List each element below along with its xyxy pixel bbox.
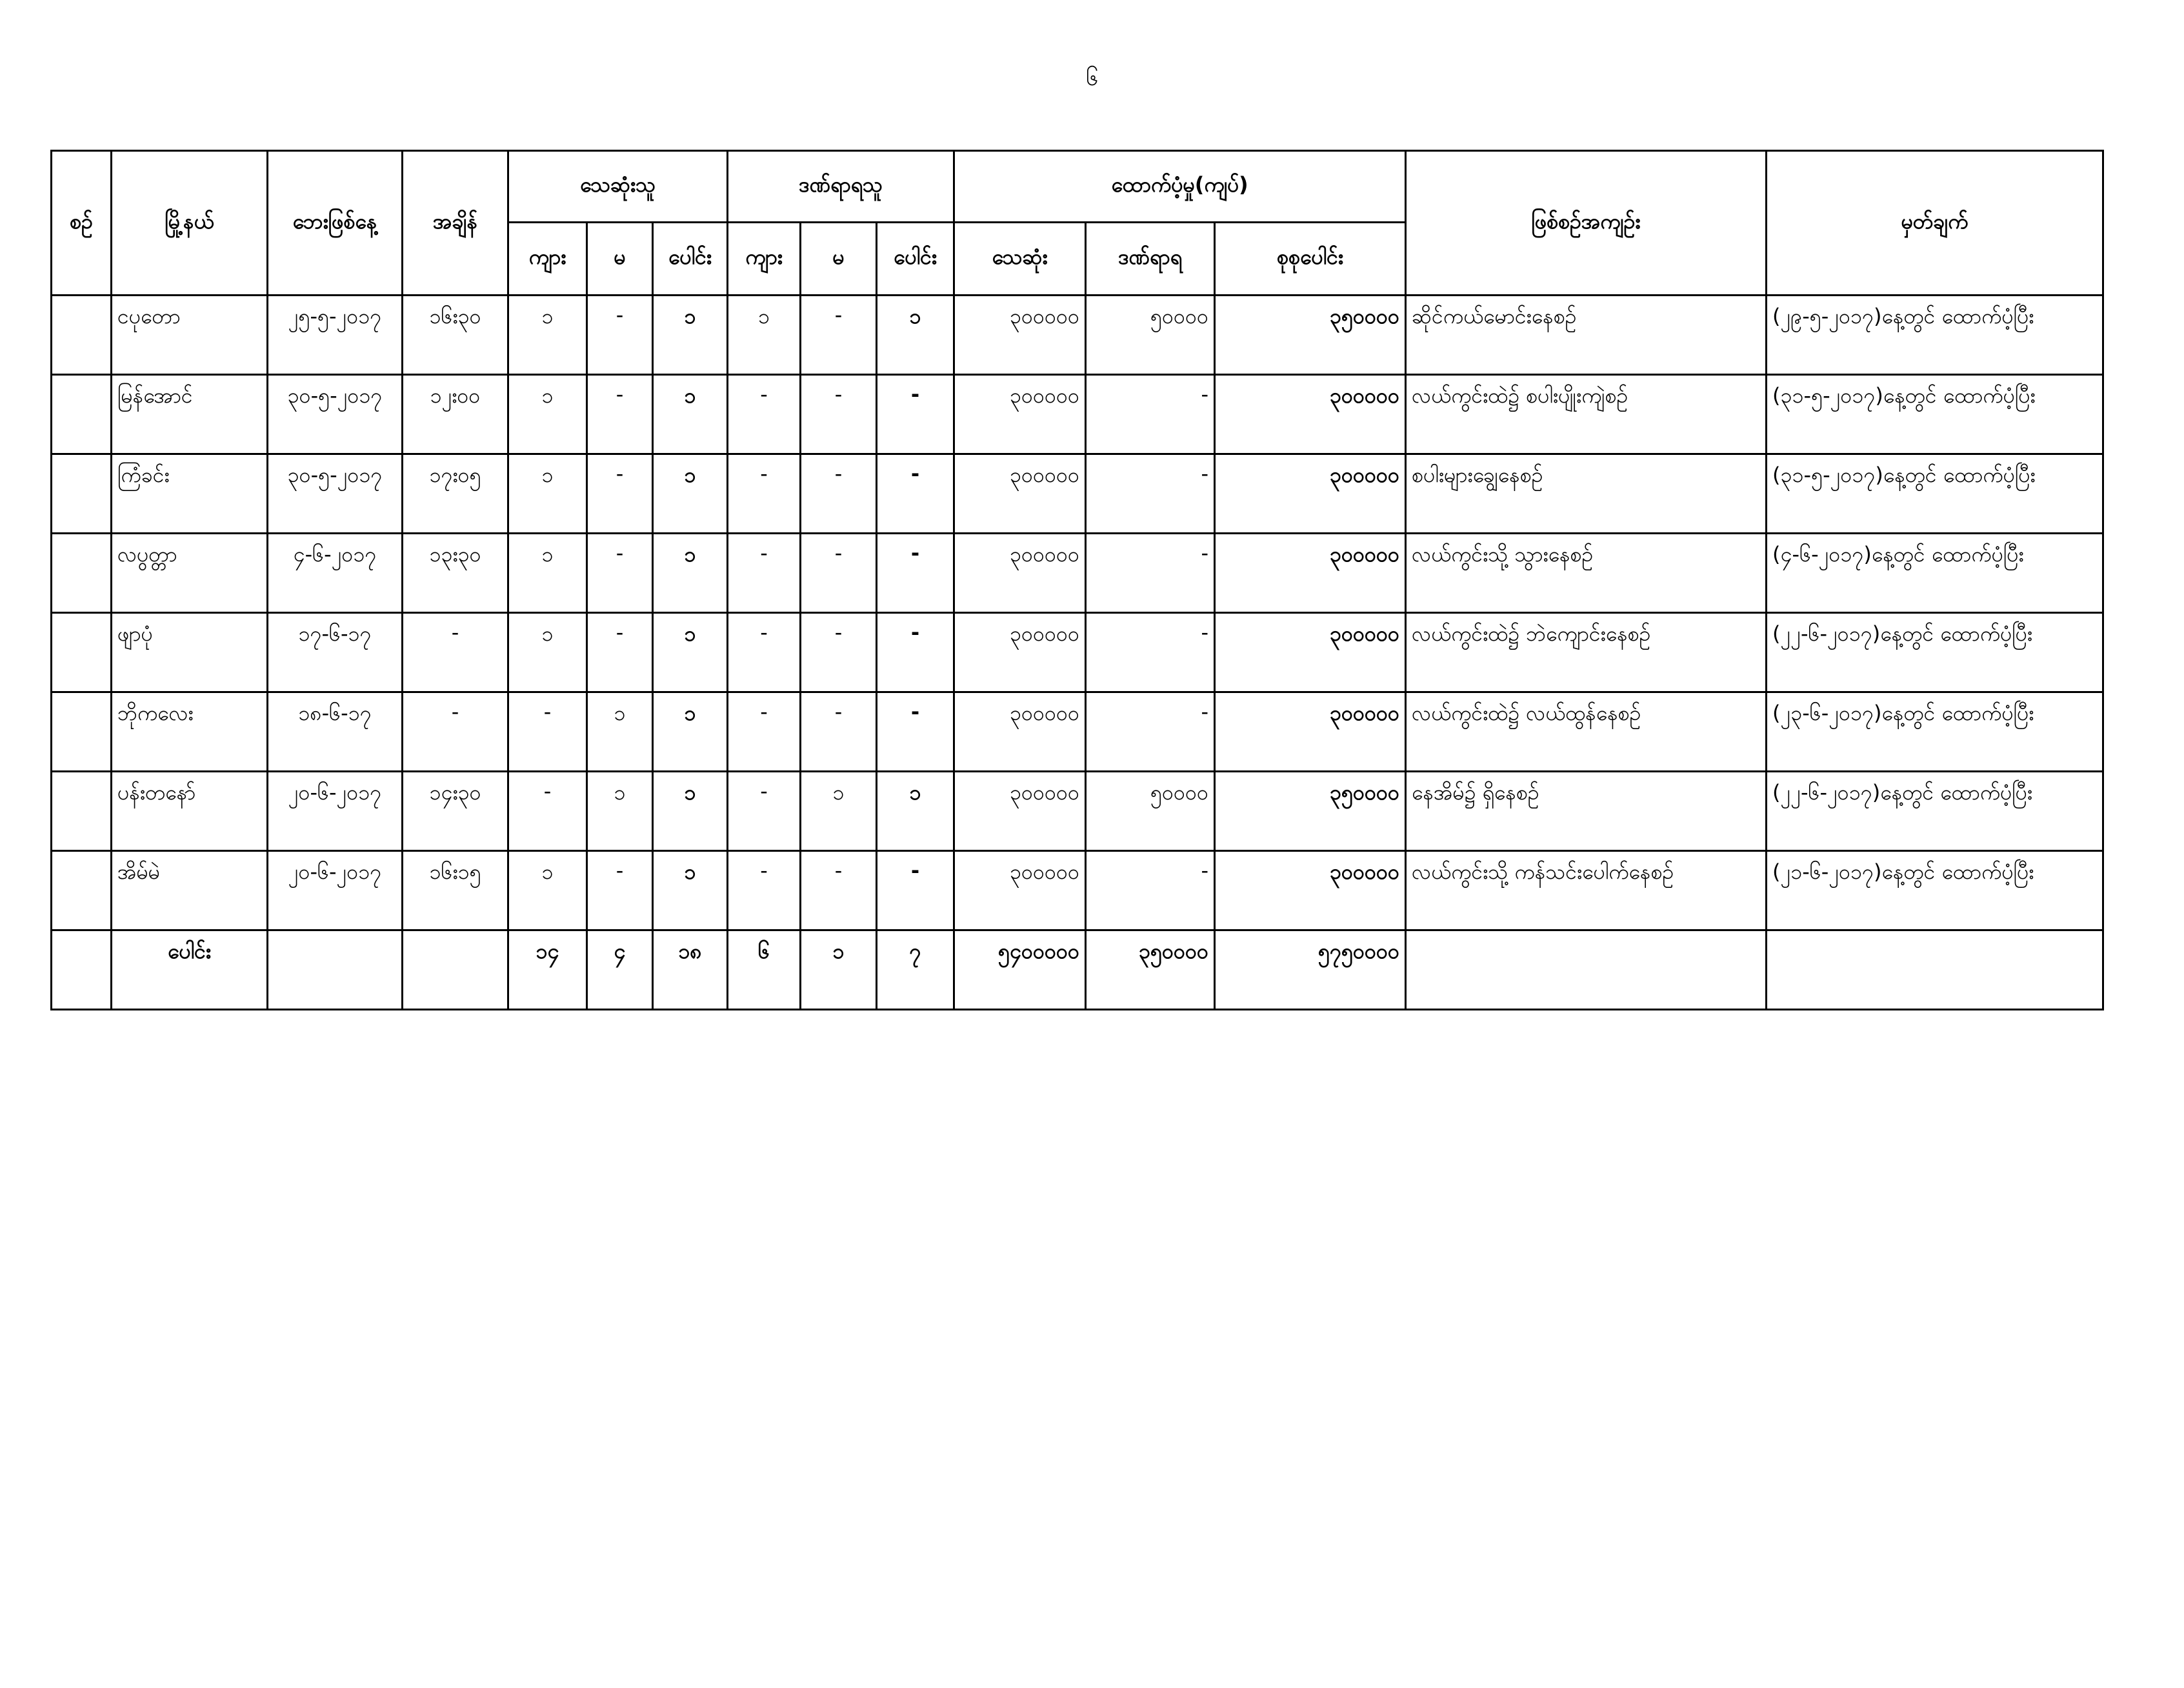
cell-date: ၃၀-၅-၂၀၁၇ [268,454,403,534]
cell-cause: လယ်ကွင်းထဲ၌ ဘဲကျောင်းနေစဥ် [1406,613,1767,692]
header-cause: ဖြစ်စဥ်အကျဥ်း [1406,151,1767,296]
cell-injured-female: - [801,296,877,375]
cell-relief-dead: ၃၀၀၀၀၀ [954,534,1086,613]
header-relief-injured: ဒဏ်ရာရ [1086,223,1215,296]
cell-township: ဘိုကလေး [112,692,268,772]
cell-remark: (၂၁-၆-၂၀၁၇)နေ့တွင် ထောက်ပံ့ပြီး [1767,851,2103,930]
cell-dead-female: - [587,375,653,454]
cell-cause: လယ်ကွင်းသို့ ကန်သင်းပေါက်နေစဥ် [1406,851,1767,930]
total-injured-total: ၇ [877,930,954,1010]
cell-time-empty [403,930,508,1010]
cell-dead-male: ၁ [508,534,587,613]
total-relief-total: ၅၇၅၀၀၀၀ [1215,930,1406,1010]
table-row [52,296,2103,375]
header-date: ဘေးဖြစ်နေ့ [268,151,403,296]
table-row [52,534,2103,613]
cell-cause-empty [1406,930,1767,1010]
cell-remark: (၃၁-၅-၂၀၁၇)နေ့တွင် ထောက်ပံ့ပြီး [1767,375,2103,454]
total-dead-total: ၁၈ [653,930,728,1010]
cell-relief-dead: ၃၀၀၀၀၀ [954,692,1086,772]
cell-time: ၁၂း၀၀ [403,375,508,454]
cell-dead-total: ၁ [653,772,728,851]
cell-injured-female: - [801,692,877,772]
cell-remark: (၂၂-၆-၂၀၁၇)နေ့တွင် ထောက်ပံ့ပြီး [1767,772,2103,851]
cell-dead-female: - [587,851,653,930]
total-injured-female: ၁ [801,930,877,1010]
cell-serial [52,375,112,454]
cell-remark: (၃၁-၅-၂၀၁၇)နေ့တွင် ထောက်ပံ့ပြီး [1767,454,2103,534]
cell-relief-dead: ၃၀၀၀၀၀ [954,613,1086,692]
cell-township: လပွတ္တာ [112,534,268,613]
cell-injured-male: - [728,772,801,851]
cell-remark: (၂၉-၅-၂၀၁၇)နေ့တွင် ထောက်ပံ့ပြီး [1767,296,2103,375]
cell-dead-female: - [587,613,653,692]
cell-serial [52,692,112,772]
cell-injured-total: - [877,613,954,692]
cell-injured-male: - [728,375,801,454]
cell-relief-injured: - [1086,692,1215,772]
table-row [52,772,2103,851]
header-dead-total: ပေါင်း [653,223,728,296]
cell-injured-female: ၁ [801,772,877,851]
cell-dead-male: ၁ [508,375,587,454]
table-row [52,454,2103,534]
cell-relief-injured: ၅၀၀၀၀ [1086,772,1215,851]
cell-injured-male: - [728,613,801,692]
cell-date: ၁၈-၆-၁၇ [268,692,403,772]
cell-township: ဖျာပုံ [112,613,268,692]
cell-remark: (၄-၆-၂၀၁၇)နေ့တွင် ထောက်ပံ့ပြီး [1767,534,2103,613]
cell-injured-female: - [801,454,877,534]
cell-relief-dead: ၃၀၀၀၀၀ [954,296,1086,375]
cell-time: ၁၃း၃၀ [403,534,508,613]
cell-time: ၁၄း၃၀ [403,772,508,851]
header-row-1 [52,151,2103,223]
cell-dead-female: ၁ [587,692,653,772]
cell-time: - [403,613,508,692]
cell-dead-total: ၁ [653,692,728,772]
cell-relief-total: ၃၀၀၀၀၀ [1215,692,1406,772]
header-dead-female: မ [587,223,653,296]
cell-injured-female: - [801,375,877,454]
casualty-table [50,150,2104,1010]
cell-dead-total: ၁ [653,296,728,375]
header-injured-total: ပေါင်း [877,223,954,296]
cell-injured-total: - [877,454,954,534]
cell-relief-total: ၃၅၀၀၀၀ [1215,772,1406,851]
totals-row [52,930,2103,1010]
cell-serial-empty [52,930,112,1010]
cell-dead-female: ၁ [587,772,653,851]
cell-dead-female: - [587,296,653,375]
cell-date: ၂၀-၆-၂၀၁၇ [268,851,403,930]
cell-township: အိမ်မဲ [112,851,268,930]
cell-relief-total: ၃၅၀၀၀၀ [1215,296,1406,375]
cell-dead-total: ၁ [653,851,728,930]
cell-dead-male: - [508,692,587,772]
header-relief-group: ထောက်ပံ့မှု(ကျပ်) [954,151,1406,223]
cell-injured-total: - [877,375,954,454]
cell-remark-empty [1767,930,2103,1010]
cell-date: ၁၇-၆-၁၇ [268,613,403,692]
cell-cause: ဆိုင်ကယ်မောင်းနေစဥ် [1406,296,1767,375]
cell-date: ၂၅-၅-၂၀၁၇ [268,296,403,375]
cell-dead-male: - [508,772,587,851]
cell-relief-dead: ၃၀၀၀၀၀ [954,375,1086,454]
cell-relief-dead: ၃၀၀၀၀၀ [954,851,1086,930]
cell-injured-total: ၁ [877,772,954,851]
cell-dead-female: - [587,534,653,613]
cell-dead-total: ၁ [653,454,728,534]
cell-township: ပန်းတနော် [112,772,268,851]
cell-date: ၄-၆-၂၀၁၇ [268,534,403,613]
cell-cause: စပါးများချွေနေစဥ် [1406,454,1767,534]
header-injured-male: ကျား [728,223,801,296]
cell-injured-male: - [728,692,801,772]
totals-label: ပေါင်း [112,930,268,1010]
cell-injured-female: - [801,534,877,613]
cell-relief-total: ၃၀၀၀၀၀ [1215,375,1406,454]
cell-relief-injured: ၅၀၀၀၀ [1086,296,1215,375]
cell-cause: လယ်ကွင်းထဲ၌ လယ်ထွန်နေစဥ် [1406,692,1767,772]
cell-serial [52,454,112,534]
cell-injured-total: - [877,851,954,930]
cell-cause: လယ်ကွင်းသို့ သွားနေစဥ် [1406,534,1767,613]
cell-relief-total: ၃၀၀၀၀၀ [1215,454,1406,534]
cell-township: ကြံခင်း [112,454,268,534]
cell-time: ၁၇း၀၅ [403,454,508,534]
total-dead-female: ၄ [587,930,653,1010]
cell-serial [52,772,112,851]
cell-dead-male: ၁ [508,613,587,692]
cell-serial [52,851,112,930]
cell-injured-male: - [728,454,801,534]
cell-time: - [403,692,508,772]
total-relief-injured: ၃၅၀၀၀၀ [1086,930,1215,1010]
total-dead-male: ၁၄ [508,930,587,1010]
cell-remark: (၂၃-၆-၂၀၁၇)နေ့တွင် ထောက်ပံ့ပြီး [1767,692,2103,772]
cell-injured-total: - [877,692,954,772]
cell-relief-dead: ၃၀၀၀၀၀ [954,772,1086,851]
cell-serial [52,613,112,692]
cell-injured-female: - [801,613,877,692]
cell-injured-female: - [801,851,877,930]
table-row [52,375,2103,454]
cell-dead-male: ၁ [508,454,587,534]
table-row [52,851,2103,930]
cell-relief-injured: - [1086,375,1215,454]
table-row [52,613,2103,692]
cell-dead-total: ၁ [653,534,728,613]
cell-date: ၃၀-၅-၂၀၁၇ [268,375,403,454]
cell-relief-total: ၃၀၀၀၀၀ [1215,534,1406,613]
page-number: ၆ [1085,65,1099,91]
cell-date: ၂၀-၆-၂၀၁၇ [268,772,403,851]
cell-dead-total: ၁ [653,613,728,692]
total-injured-male: ၆ [728,930,801,1010]
table-row [52,692,2103,772]
cell-date-empty [268,930,403,1010]
cell-time: ၁၆း၃၀ [403,296,508,375]
cell-relief-total: ၃၀၀၀၀၀ [1215,613,1406,692]
header-time: အချိန် [403,151,508,296]
total-relief-dead: ၅၄၀၀၀၀၀ [954,930,1086,1010]
cell-injured-total: ၁ [877,296,954,375]
header-relief-total: စုစုပေါင်း [1215,223,1406,296]
cell-serial [52,296,112,375]
header-dead-male: ကျား [508,223,587,296]
cell-cause: နေအိမ်၌ ရှိနေစဥ် [1406,772,1767,851]
header-serial: စဥ် [52,151,112,296]
cell-relief-dead: ၃၀၀၀၀၀ [954,454,1086,534]
cell-relief-injured: - [1086,454,1215,534]
header-injured-female: မ [801,223,877,296]
header-injured-group: ဒဏ်ရာရသူ [728,151,954,223]
cell-time: ၁၆း၁၅ [403,851,508,930]
cell-serial [52,534,112,613]
cell-relief-injured: - [1086,613,1215,692]
cell-township: ငပုတော [112,296,268,375]
cell-relief-injured: - [1086,851,1215,930]
header-township: မြို့နယ် [112,151,268,296]
header-relief-dead: သေဆုံး [954,223,1086,296]
cell-dead-total: ၁ [653,375,728,454]
cell-injured-male: - [728,851,801,930]
cell-remark: (၂၂-၆-၂၀၁၇)နေ့တွင် ထောက်ပံ့ပြီး [1767,613,2103,692]
cell-injured-male: ၁ [728,296,801,375]
cell-dead-male: ၁ [508,296,587,375]
cell-injured-male: - [728,534,801,613]
cell-cause: လယ်ကွင်းထဲ၌ စပါးပျိုးကျဲစဥ် [1406,375,1767,454]
cell-injured-total: - [877,534,954,613]
header-dead-group: သေဆုံးသူ [508,151,728,223]
header-remark: မှတ်ချက် [1767,151,2103,296]
cell-relief-injured: - [1086,534,1215,613]
cell-township: မြန်အောင် [112,375,268,454]
cell-dead-male: ၁ [508,851,587,930]
cell-relief-total: ၃၀၀၀၀၀ [1215,851,1406,930]
cell-dead-female: - [587,454,653,534]
